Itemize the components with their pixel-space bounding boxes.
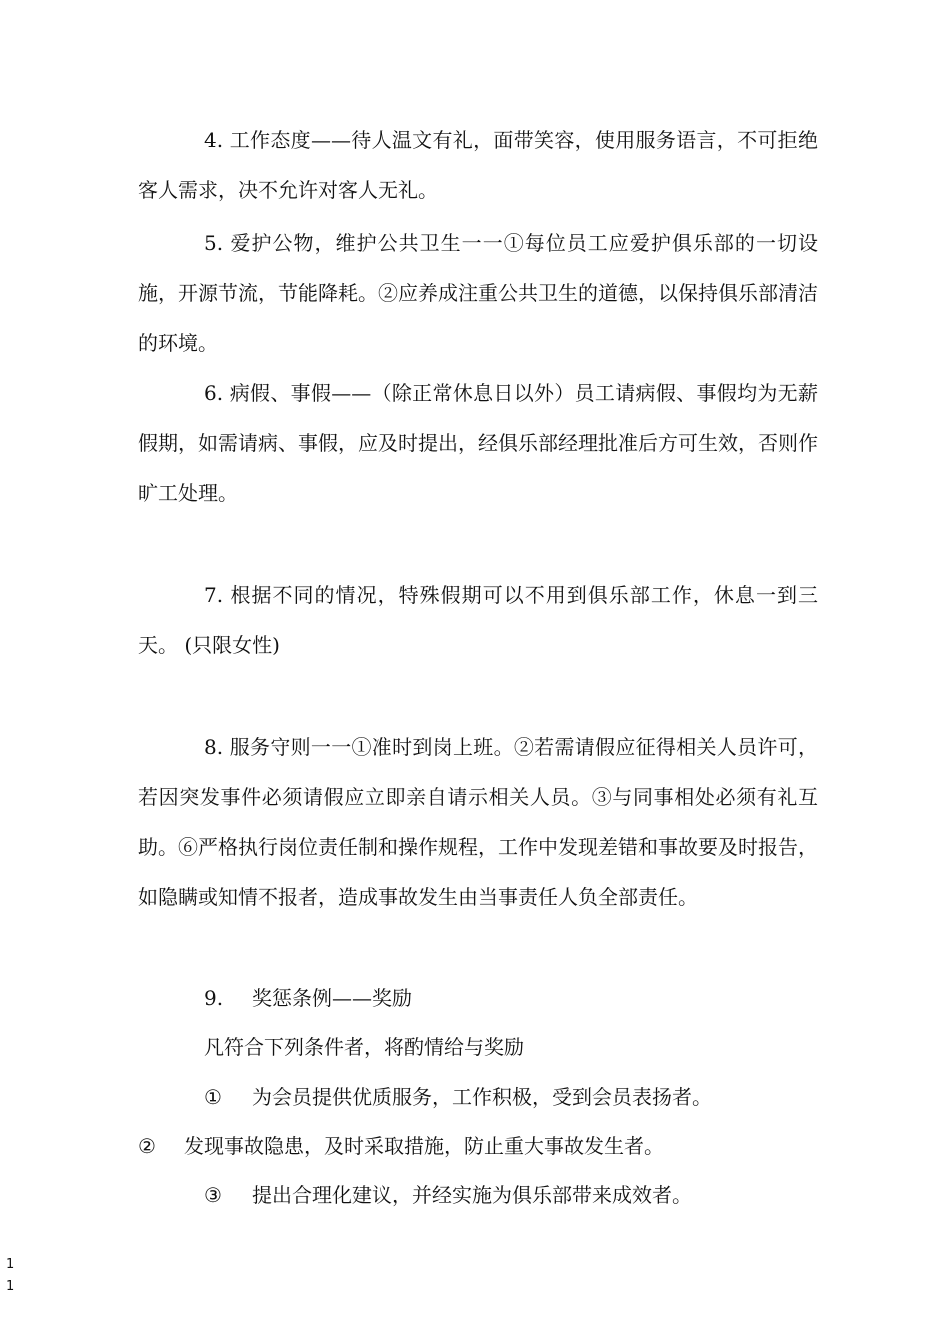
page-number-line-1: 1	[6, 1257, 15, 1272]
reward-item-3-text: 提出合理化建议，并经实施为俱乐部带来成效者。	[252, 1183, 692, 1207]
reward-item-1-text: 为会员提供优质服务，工作积极，受到会员表扬者。	[252, 1085, 712, 1109]
paragraph-5: 5. 爱护公物，维护公共卫生一一①每位员工应爱护俱乐部的一切设施，开源节流，节能降耗。②应养成注重公共卫生的道德，以保持俱乐部清洁的环境。	[138, 231, 818, 355]
reward-item-1	[204, 1072, 712, 1122]
section-9-heading	[204, 973, 412, 1023]
reward-item-3	[204, 1170, 692, 1220]
reward-item-3-marker: ③	[204, 1183, 222, 1207]
section-9-intro: 凡符合下列条件者，将酌情给与奖励	[204, 1035, 524, 1059]
paragraph-7: 7. 根据不同的情况，特殊假期可以不用到俱乐部工作，休息一到三天。 (只限女性)	[138, 583, 818, 657]
paragraph-4: 4. 工作态度——待人温文有礼，面带笑容，使用服务语言，不可拒绝客人需求，决不允许对客人无礼。	[138, 128, 818, 202]
section-9-number: 9.	[204, 986, 224, 1010]
reward-item-2	[138, 1121, 664, 1171]
paragraph-6: 6. 病假、事假——（除正常休息日以外）员工请病假、事假均为无薪假期，如需请病、事假，应及时提出，经俱乐部经理批准后方可生效，否则作旷工处理。	[138, 381, 818, 505]
reward-item-2-marker: ②	[138, 1134, 156, 1158]
page-number-line-2: 1	[6, 1279, 15, 1294]
reward-item-2-text: 发现事故隐患，及时采取措施，防止重大事故发生者。	[184, 1134, 664, 1158]
reward-item-1-marker: ①	[204, 1085, 222, 1109]
section-9-title: 奖惩条例——奖励	[252, 986, 412, 1010]
paragraph-8: 8. 服务守则一一①准时到岗上班。②若需请假应征得相关人员许可，若因突发事件必须请假应立即亲自请示相关人员。③与同事相处必须有礼互助。⑥严格执行岗位责任制和操作规程，工作中发现差错和事故要及时报告，如隐瞒或知情不报者，造成事故发生由当事责任人负全部责任。	[138, 735, 818, 909]
